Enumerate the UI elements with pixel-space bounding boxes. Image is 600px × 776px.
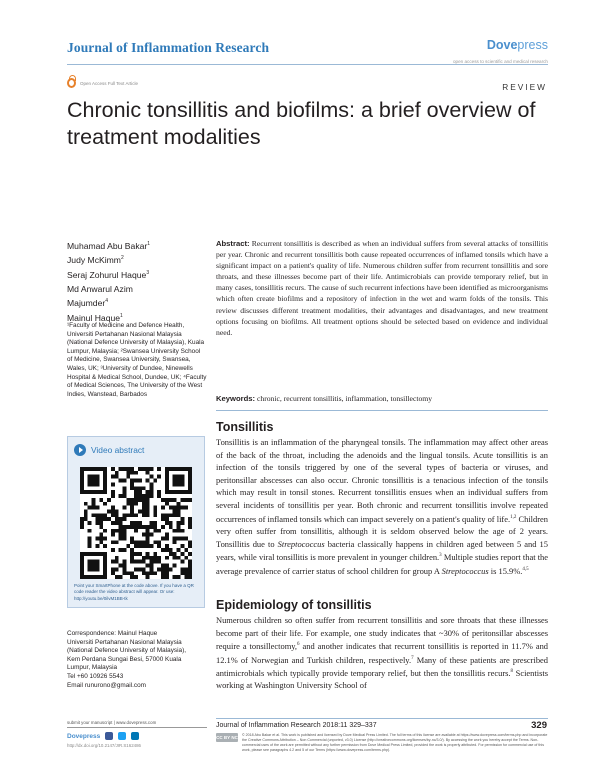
keywords [216, 394, 548, 403]
linkedin-icon[interactable] [131, 732, 139, 740]
play-icon[interactable] [74, 444, 86, 456]
author-list [67, 238, 207, 324]
video-abstract-header[interactable] [68, 437, 204, 463]
section-heading-epidemiology: Epidemiology of tonsillitis [216, 598, 372, 612]
article-title: Chronic tonsillitis and biofilms: a brief overview of treatment modalities [67, 98, 536, 149]
correspondence-line: Kem Perdana Sungai Besi, 57000 Kuala [67, 655, 182, 663]
video-abstract-note: Point your SmartPhone at the code above. If you have a QR code reader the video abstract will appear. Or use: http://youtu.be/0ilvM1BB-tk [74, 583, 194, 601]
footer-dovepress-logo[interactable]: Dovepress [67, 732, 101, 740]
abstract-divider [216, 410, 548, 411]
correspondence [67, 630, 207, 690]
journal-title: Journal of Inflammation Research [67, 40, 270, 55]
section-body-tonsillitis: Tonsillitis is an inflammation of the pharyngeal tonsils. The inflammation may affect other areas of the back of the throat, including the adenoids and the lingual tonsils. Acute tonsillitis is an infection of the tonsils triggered by one of the several types of bacteria or viruses, and peritonsillar abscesses can also occur. Chronic tonsillitis is a tenacious infection of the tonsils which may result in tonsil stones. Recurrent tonsillitis ensues when an individual suffers from several incidents of tonsillitis per year. Both chronic and recurrent tonsillitis involve repeated occurrences of inflamed tonsils which can impact severely on a patient's quality of life.$^{1,2}$ Children very often suffer from tonsillitis, although it is seldom observed below the age of 2 years. Tonsillitis due to Streptococcus bacteria classically happens in children aged between 5 and 15 years, while viral tonsillitis is more prevalent in younger children.$^3$ Multiple studies report that the average prevalence of carrier status of school children for group A Streptococcus is 15.9%.$^{4,5}$ [216, 437, 549, 576]
author: Judy McKimm$^2$ [67, 255, 124, 266]
author: Muhamad Abu Bakar$^1$ [67, 240, 151, 251]
correspondence-line: Lumpur, Malaysia [67, 664, 118, 672]
publisher-logo-dove: Dove [486, 38, 518, 52]
footer-logos [67, 732, 207, 740]
correspondence-email[interactable]: Email runurono@gmail.com [67, 681, 146, 689]
video-abstract-box[interactable] [67, 436, 205, 608]
header-divider [67, 64, 548, 65]
twitter-icon[interactable] [118, 732, 126, 740]
correspondence-line: Tel +60 10926 5543 [67, 672, 124, 680]
open-access-badge [67, 78, 138, 88]
keywords-text: chronic, recurrent tonsillitis, inflammation, tonsillectomy [256, 394, 433, 403]
author: Mainul Haque$^1$ [67, 312, 123, 323]
journal-citation: Journal of Inflammation Research 2018:11 329–337 [216, 722, 377, 729]
creative-commons-icon[interactable]: CC BY NC [216, 735, 238, 740]
doi-link[interactable]: http://dx.doi.org/10.2147/JIR.S162486 [67, 743, 141, 748]
footer-divider [216, 718, 548, 719]
section-heading-tonsillitis: Tonsillitis [216, 420, 274, 434]
footer-left [67, 720, 207, 748]
correspondence-line: (National Defence University of Malaysia), [67, 647, 186, 655]
page-number: 329 [531, 720, 547, 731]
open-access-label: Open Access Full Text Article [80, 80, 138, 86]
publisher-logo-press: press [517, 38, 548, 52]
author: Majumder$^4$ [67, 298, 108, 309]
publisher-tagline: open access to scientific and medical research [453, 59, 548, 64]
license-text: © 2018 Abu Bakar et al. This work is published and licensed by Dove Medical Press Limited. The full terms of this license are available at https://www.dovepress.com/terms.php and incorporate the Creative Commons Attribution – Non Commercial (unported, v3.0) License (http://creativecommons.org/licenses/by-nc/3.0/). By accessing the work you hereby accept the Terms. Non-commercial uses of the work are permitted without any further permission from Dove Medical Press Limited, provided the work is properly attributed. For permission for commercial use of this work, please see paragraphs 4.2 and 5 of our Terms (https://www.dovepress.com/terms.php). [242, 733, 548, 752]
author: Seraj Zohurul Haque$^3$ [67, 269, 150, 280]
submit-manuscript-link[interactable]: submit your manuscript | www.dovepress.com [67, 720, 207, 728]
open-access-lock-icon [67, 78, 76, 88]
qr-code-icon[interactable] [80, 467, 192, 579]
abstract-label: Abstract: [216, 239, 250, 248]
correspondence-label: Correspondence: Mainul Haque [67, 630, 158, 637]
affiliations: ¹Faculty of Medicine and Defence Health, Universiti Pertahanan Nasional Malaysia (National Defence University of Malaysia), Kuala Lumpur, Malaysia; ²Swansea University School of Medicine, Swansea University, Swansea, Wales, UK; ³University of Dundee, Ninewells Hospital & Medical School, Dundee, UK; ⁴Faculty of Medical Sciences, The University of the West Indies, Wanstead, Barbados [67, 322, 207, 398]
section-body-epidemiology: Numerous children so often suffer from recurrent tonsillitis and sore throats that these illnesses become part of their life. For example, one study indicates that ~30% of peritonsillar abscesses require a tonsillectomy,$^6$ and another indicates that recurrent tonsillitis is reported in 11.7% and 12.1% of Norwegian and Turkish children, respectively.$^7$ Many of these patients are prescribed antimicrobials which typically provide temporary relief, but then the tonsillitis recurs.$^8$ Scientists working at Washington University School of [216, 615, 549, 691]
abstract [216, 238, 548, 338]
video-abstract-label[interactable]: Video abstract [91, 445, 145, 455]
license-block [216, 733, 548, 753]
correspondence-line: Universiti Pertahanan Nasional Malaysia [67, 638, 182, 646]
article-type: REVIEW [502, 82, 547, 92]
publisher-logo[interactable] [487, 38, 548, 52]
keywords-label: Keywords: [216, 394, 256, 403]
abstract-text: Recurrent tonsillitis is described as when an individual suffers from several attacks of tonsillitis per year. Chronic and recurrent tonsillitis both cause repeated occurrences of inflamed tonsils which have a significant impact on a patient's quality of life. Numerous children suffer from recurrent tonsillitis and sore throats, and these illnesses become part of their life. Antimicrobials can provide temporary relief, but in many cases, tonsillitis recurs. The cause of such recurrent infections have been identified as microorganisms which often create biofilms and a repository of infection in the wet and warm folds of the tonsils. This review discusses different treatment modalities, their advantages and disadvantages, and new treatment options focusing on biofilms. All treatment options should be selected based on evidence and individual need. [216, 239, 548, 337]
author: Md Anwarul Azim [67, 283, 133, 294]
facebook-icon[interactable] [105, 732, 113, 740]
